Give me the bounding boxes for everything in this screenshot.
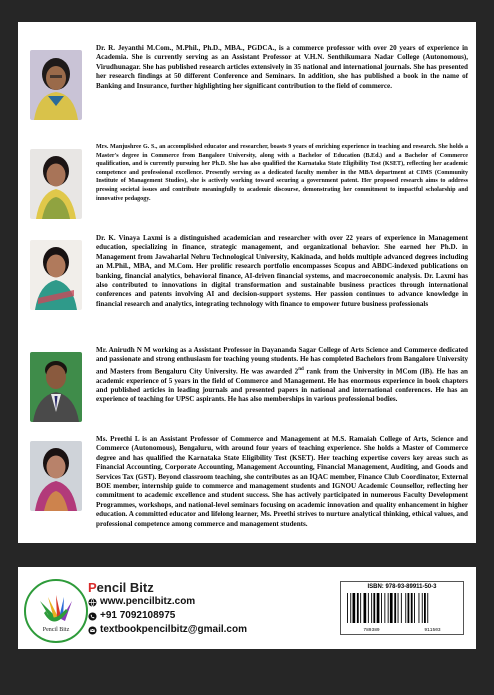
publisher-info bbox=[88, 581, 247, 637]
author-entry-anirudh bbox=[30, 346, 468, 422]
author-bio-jeyanthi: Dr. R. Jeyanthi M.Com., M.Phil., Ph.D., MBA., PGDCA., is a commerce professor with over 20 years of experience in Academia. She is currently serving as an Assistant Professor at V.H.N. Senthikumara Nadar College (Autonomous), Virudhunagar. She has published research articles extensively in 35 national and international journals. She has presented her research findings at 50 different Conference and Seminars. In addition, she has published a book in the name of Banking and Insurance, further highlighting her significant contribution to the field of commerce. bbox=[96, 44, 468, 90]
barcode-bar bbox=[388, 593, 389, 623]
barcode-bar bbox=[419, 593, 420, 623]
barcode-bar bbox=[424, 593, 426, 623]
barcode-bar bbox=[360, 593, 361, 623]
barcode-bar bbox=[364, 593, 367, 623]
author-bio-anirudh bbox=[96, 346, 468, 405]
publisher-email[interactable] bbox=[88, 623, 247, 637]
author-bio-preethi: Ms. Preethi L is an Assistant Professor of Commerce and Management at M.S. Ramaiah College of Arts, Science and Commerce (Autonomous), Bengaluru, with around four years of teaching experience. She holds a Master of Commerce degree and has qualified the Karnataka State Eligibility Test (KSET). Her teaching expertise covers key areas such as Financial Accounting, Corporate Accounting, Management Accounting, Financial Management, Auditing, and Goods and Services Tax (GST). Beyond classroom teaching, she contributes as an IQAC member, Finance Club Coordinator, External BOE member, internship guide to commerce and management students and IGNOU Academic Counsellor, reflecting her commitment to academic excellence and student success. She has actively participated in numerous Faculty Development Programmes, workshops, and national-level seminars focusing on academic innovation and quality enhancement in higher education. A committed educator and lifelong learner, Ms. Preethi strives to nurture analytical thinking, ethical values, and professional competence among commerce and management students. bbox=[96, 435, 468, 528]
author-photo-preethi bbox=[30, 441, 82, 511]
author-bio-vinaya-laxmi: Dr. K. Vinaya Laxmi is a distinguished academician and researcher with over 22 years of experience in Management education, specializing in finance, strategic management, and organizational behavior. She earned her Ph.D. in Management from Jawaharlal Nehru Technological University, Kakinada, and holds multiple advanced degrees including an M.Phil., MBA, and M.Com. Her prolific research portfolio encompasses Scopus and ABDC-indexed publications on banking, financial analytics, behavioral finance, AI-driven financial systems, and macroeconomic analysis. Dr. Laxmi has also contributed to innovations in digital transformation and sustainable business practices through international conferences and patents involving AI and decision-support systems. Her passion continues to advance knowledge in financial research and analytics, integrating technology with finance to empower future business professionals bbox=[96, 234, 468, 308]
barcode-digits-left: 789389 bbox=[363, 628, 380, 633]
barcode-bar bbox=[398, 593, 399, 623]
author-bio-anirudh-superscript: nd bbox=[298, 366, 304, 372]
barcode-bar bbox=[411, 593, 413, 623]
barcode-bar bbox=[414, 593, 415, 623]
barcode-bar bbox=[422, 593, 423, 623]
author-entry-preethi bbox=[30, 435, 468, 529]
author-photo-manjushree bbox=[30, 149, 82, 219]
publisher-website[interactable] bbox=[88, 595, 247, 609]
publisher-website-text: www.pencilbitz.com bbox=[100, 596, 196, 607]
barcode-bar bbox=[377, 593, 380, 623]
author-entry-jeyanthi bbox=[30, 44, 468, 120]
barcode-digits bbox=[341, 628, 463, 633]
publisher-phone[interactable] bbox=[88, 609, 247, 623]
author-entry-manjushree bbox=[30, 143, 468, 219]
publisher-phone-text: +91 7092108975 bbox=[100, 610, 176, 621]
barcode-bar bbox=[350, 593, 351, 623]
email-icon bbox=[88, 626, 97, 635]
barcode-bar bbox=[394, 593, 396, 623]
phone-icon bbox=[88, 612, 97, 621]
barcode-bar bbox=[405, 593, 406, 623]
barcode-bar bbox=[390, 593, 393, 623]
barcode-bar bbox=[371, 593, 372, 623]
barcode-bar bbox=[381, 593, 382, 623]
author-bios-panel bbox=[18, 22, 476, 543]
barcode-bars bbox=[345, 593, 459, 625]
barcode-bar bbox=[384, 593, 385, 623]
author-photo-vinaya-laxmi bbox=[30, 240, 82, 310]
isbn-number: ISBN: 978-93-89911-50-3 bbox=[367, 584, 437, 590]
barcode-bar bbox=[408, 593, 410, 623]
barcode-bar bbox=[357, 593, 359, 623]
globe-icon bbox=[88, 598, 97, 607]
barcode-bar bbox=[368, 593, 369, 623]
author-bio-anirudh-part1: Mr. Anirudh N M working as a Assistant Professor in Dayananda Sagar College of Arts Science and Commerce dedicated and passionate and strong enthusiasm for teaching young students. He has completed Bachelors from Bangalore University and Masters from Bengaluru City University. He was awarded 2 bbox=[96, 346, 468, 376]
author-entry-vinaya-laxmi bbox=[30, 234, 468, 310]
publisher-email-text: textbookpencilbitz@gmail.com bbox=[100, 624, 247, 635]
logo-text: Pencil Bitz bbox=[42, 627, 70, 633]
author-bio-anirudh-part2: rank from the University in MCom (IB). He has an academic experience of 5 years in the field of Commerce and Management. He has enormous experience in book chapters and published articles in leading journals and presented papers in national and international conferences. He has an experience of teaching for UPSC aspirants. He has also memberships in various professional bodies. bbox=[96, 367, 468, 404]
barcode-bar bbox=[401, 593, 402, 623]
isbn-barcode bbox=[340, 581, 464, 635]
author-bio-manjushree: Mrs. Manjushree G. S., an accomplished educator and researcher, boasts 9 years of enriching experience in teaching and research. She holds a Master's degree in Commerce from Bangalore University, along with a Bachelor of Education (B.Ed.) and a Bachelor of Commerce qualification, and is currently pursuing her Ph.D. She has also qualified the Karnataka State Eligibility Test (KSET), reflecting her academic competence and professional excellence. Presently serving as a dedicated faculty member in the MBA department at CIMS (Community Institute of Management Studies), she is actively working toward securing a government patent. Her proposed research aims to address pressing societal issues and contribute meaningfully to academic discourse, demonstrating her commitment to impactful scholarship and innovative pedagogy. bbox=[96, 144, 468, 202]
publisher-name-rest: encil Bitz bbox=[96, 580, 154, 595]
author-photo-jeyanthi bbox=[30, 50, 82, 120]
barcode-bar bbox=[353, 593, 356, 623]
publisher-footer bbox=[18, 567, 476, 649]
barcode-bar bbox=[347, 593, 348, 623]
barcode-digits-right: 911503 bbox=[424, 628, 441, 633]
barcode-bar bbox=[373, 593, 375, 623]
publisher-name-initial: P bbox=[88, 580, 97, 595]
author-photo-anirudh bbox=[30, 352, 82, 422]
publisher-name bbox=[88, 581, 247, 595]
publisher-logo bbox=[24, 579, 88, 643]
barcode-bar bbox=[427, 593, 428, 623]
